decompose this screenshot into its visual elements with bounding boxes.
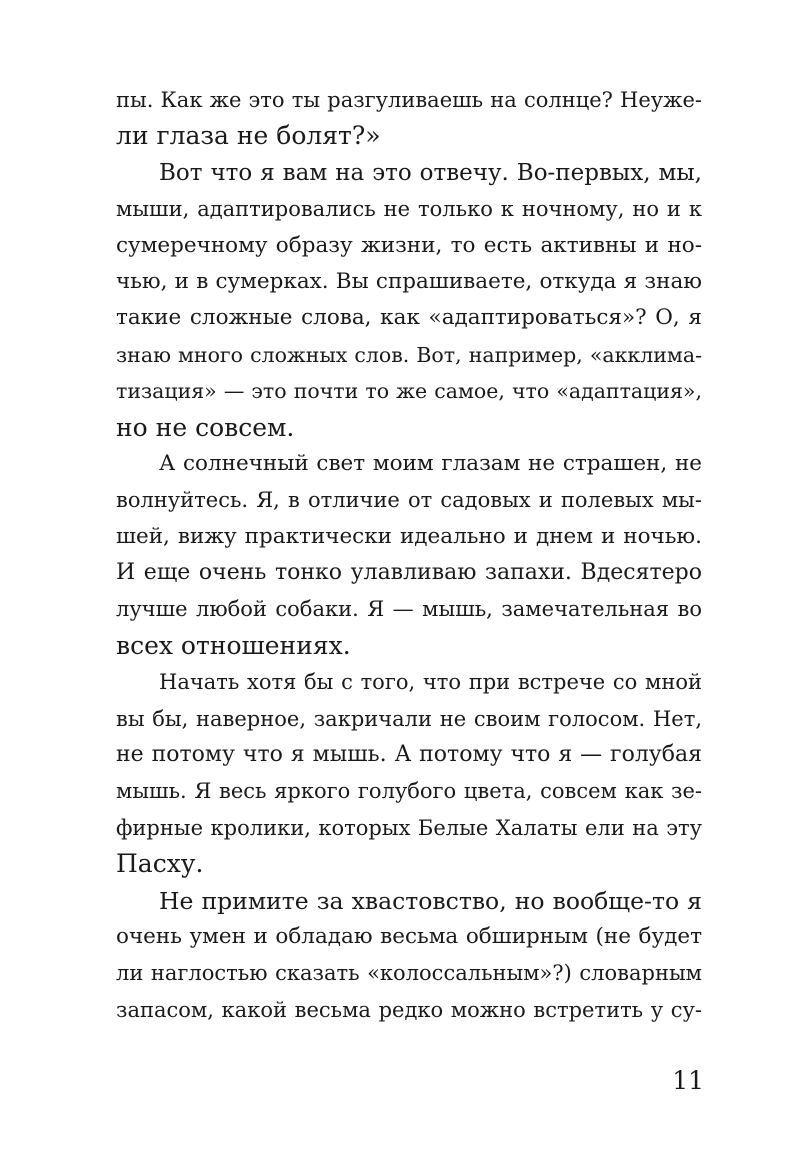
text-line: Не примите за хвастовство, но вообще-то я xyxy=(159,886,702,915)
page-number: 11 xyxy=(672,1066,704,1095)
text-line: И еще очень тонко улавливаю запахи. Вдесятеро xyxy=(116,560,702,586)
text-line: Вот что я вам на это отвечу. Во-первых, мы, xyxy=(159,159,702,186)
text-line: тизация» — это почти то же самое, что «адаптация», xyxy=(116,379,702,404)
text-line: очень умен и обладаю весьма обширным (не будет xyxy=(116,923,702,949)
text-line: пы. Как же это ты разгуливаешь на солнце? Неуже- xyxy=(116,88,702,112)
text-line: но не совсем. xyxy=(116,412,295,442)
text-line: фирные кролики, которых Белые Халаты ели на эту xyxy=(116,815,702,840)
text-line: знаю много сложных слов. Вот, например, «акклима- xyxy=(116,342,702,367)
text-line: шей, вижу практически идеально и днем и ночью. xyxy=(116,523,702,549)
text-line: чью, и в сумерках. Вы спрашиваете, откуда я знаю xyxy=(116,268,702,294)
page-body xyxy=(116,82,702,1028)
text-line: сумеречному образу жизни, то есть активны и но- xyxy=(116,232,702,258)
text-line: А солнечный свет моим глазам не страшен, не xyxy=(159,450,702,476)
text-line: Начать хотя бы с того, что при встрече со мной xyxy=(159,670,702,695)
paragraph xyxy=(116,155,702,446)
text-line: ли глаза не болят?» xyxy=(116,121,381,151)
text-line: волнуйтесь. Я, в отличие от садовых и полевых мы- xyxy=(116,488,702,513)
text-line: лучше любой собаки. Я — мышь, замечательная во xyxy=(116,597,702,622)
paragraph xyxy=(116,664,702,882)
text-line: Пасху. xyxy=(116,849,204,879)
text-line: такие сложные слова, как «адаптироваться»? О, я xyxy=(116,305,702,331)
paragraph xyxy=(116,82,702,155)
text-line: вы бы, наверное, закричали не своим голосом. Нет, xyxy=(116,706,702,731)
text-line: запасом, какой весьма редко можно встретить у су- xyxy=(116,997,702,1022)
text-line: ли наглостью сказать «колоссальным»?) словарным xyxy=(116,961,702,986)
paragraph xyxy=(116,883,702,1029)
text-line: не потому что я мышь. А потому что я — голубая xyxy=(116,742,702,768)
paragraph xyxy=(116,446,702,664)
text-line: мыши, адаптировались не только к ночному, но и к xyxy=(116,197,702,222)
text-line: всех отношениях. xyxy=(116,630,351,660)
text-line: мышь. Я весь яркого голубого цвета, совсем как зе- xyxy=(116,779,702,804)
